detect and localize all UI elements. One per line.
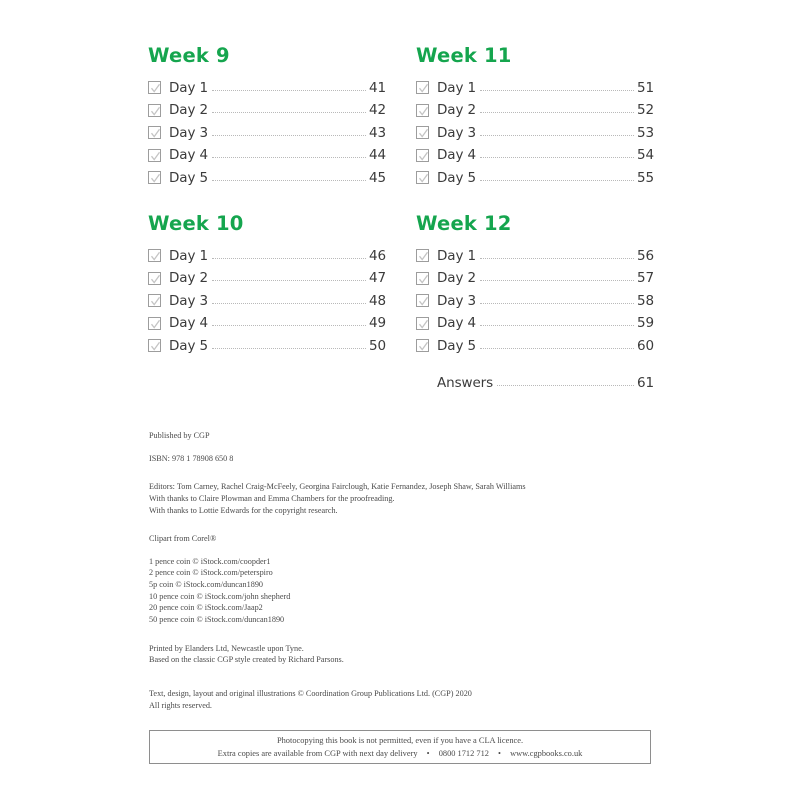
leader-dots bbox=[480, 317, 634, 329]
page-number: 49 bbox=[369, 315, 386, 332]
page-number: 41 bbox=[369, 79, 386, 96]
week-title: Week 10 bbox=[148, 211, 244, 235]
copyright-line: Text, design, layout and original illustrations © Coordination Group Publications Ltd. (CGP) 2020 bbox=[149, 688, 472, 698]
published-by: Published by CGP bbox=[149, 431, 210, 440]
checkmark-icon[interactable] bbox=[416, 171, 429, 184]
leader-dots bbox=[212, 272, 366, 284]
week-block-10 bbox=[148, 212, 386, 394]
day-row[interactable] bbox=[416, 144, 654, 167]
day-row[interactable] bbox=[148, 244, 386, 267]
leader-dots bbox=[480, 172, 634, 184]
leader-dots bbox=[497, 377, 634, 389]
page-number: 50 bbox=[369, 337, 386, 354]
day-row[interactable] bbox=[148, 166, 386, 189]
day-row[interactable] bbox=[148, 334, 386, 357]
leader-dots bbox=[480, 272, 634, 284]
day-row[interactable] bbox=[148, 76, 386, 99]
thanks-proofreading: With thanks to Claire Plowman and Emma Chambers for the proofreading. bbox=[149, 493, 395, 503]
leader-dots bbox=[212, 149, 366, 161]
bullet-separator-icon: • bbox=[498, 749, 501, 758]
imprint-block bbox=[149, 430, 669, 711]
checkmark-icon[interactable] bbox=[148, 149, 161, 162]
checkmark-icon[interactable] bbox=[148, 339, 161, 352]
page-number: 48 bbox=[369, 292, 386, 309]
page-number: 57 bbox=[637, 270, 654, 287]
checkmark-icon[interactable] bbox=[416, 272, 429, 285]
checkmark-icon[interactable] bbox=[416, 339, 429, 352]
day-label: Day 3 bbox=[169, 292, 209, 309]
week-title: Week 12 bbox=[416, 211, 512, 235]
day-label: Day 5 bbox=[437, 337, 477, 354]
checkmark-icon[interactable] bbox=[148, 171, 161, 184]
day-label: Day 2 bbox=[169, 102, 209, 119]
page-number: 60 bbox=[637, 337, 654, 354]
image-credit: 20 pence coin © iStock.com/Jaap2 bbox=[149, 603, 263, 613]
image-credit: 10 pence coin © iStock.com/john shepherd bbox=[149, 591, 291, 601]
leader-dots bbox=[212, 104, 366, 116]
day-label: Day 4 bbox=[169, 147, 209, 164]
day-label: Day 1 bbox=[437, 247, 477, 264]
page-number: 43 bbox=[369, 124, 386, 141]
contents-grid bbox=[148, 44, 654, 417]
page-number: 44 bbox=[369, 147, 386, 164]
checkmark-icon[interactable] bbox=[148, 294, 161, 307]
day-row[interactable] bbox=[148, 267, 386, 290]
footer-contact-line bbox=[218, 747, 583, 760]
day-row[interactable] bbox=[148, 121, 386, 144]
checkmark-icon[interactable] bbox=[148, 104, 161, 117]
week-title: Week 9 bbox=[148, 44, 230, 67]
footer-website[interactable]: www.cgpbooks.co.uk bbox=[510, 749, 583, 758]
image-credit: 5p coin © iStock.com/duncan1890 bbox=[149, 580, 264, 590]
footer-extra-copies-text: Extra copies are available from CGP with next day delivery bbox=[217, 749, 418, 758]
week-block-12 bbox=[416, 212, 654, 394]
day-row[interactable] bbox=[148, 289, 386, 312]
clipart-heading: Clipart from Corel® bbox=[149, 534, 217, 544]
leader-dots bbox=[480, 127, 634, 139]
day-row[interactable] bbox=[416, 334, 654, 357]
day-label: Day 2 bbox=[437, 270, 477, 287]
day-row[interactable] bbox=[416, 244, 654, 267]
rights-line: All rights reserved. bbox=[149, 700, 212, 710]
day-row[interactable] bbox=[148, 99, 386, 122]
checkmark-icon[interactable] bbox=[416, 317, 429, 330]
day-label: Day 1 bbox=[169, 79, 209, 96]
day-row[interactable] bbox=[416, 121, 654, 144]
day-row[interactable] bbox=[416, 312, 654, 335]
page-number: 54 bbox=[637, 147, 654, 164]
checkmark-icon[interactable] bbox=[416, 149, 429, 162]
day-label: Day 5 bbox=[169, 337, 209, 354]
page-number: 55 bbox=[637, 169, 654, 186]
answers-row[interactable] bbox=[416, 372, 654, 395]
leader-dots bbox=[212, 340, 366, 352]
day-label: Day 2 bbox=[169, 270, 209, 287]
day-row[interactable] bbox=[416, 99, 654, 122]
page-number: 61 bbox=[637, 375, 654, 392]
answers-label: Answers bbox=[437, 375, 494, 392]
page-number: 59 bbox=[637, 315, 654, 332]
isbn: ISBN: 978 1 78908 650 8 bbox=[149, 453, 234, 463]
footer-photocopy-notice: Photocopying this book is not permitted, even if you have a CLA licence. bbox=[276, 735, 524, 745]
day-label: Day 5 bbox=[437, 169, 477, 186]
checkmark-icon[interactable] bbox=[416, 249, 429, 262]
page-number: 56 bbox=[637, 247, 654, 264]
day-label: Day 5 bbox=[169, 169, 209, 186]
page-number: 42 bbox=[369, 102, 386, 119]
leader-dots bbox=[212, 127, 366, 139]
leader-dots bbox=[212, 172, 366, 184]
footer-phone: 0800 1712 712 bbox=[438, 749, 489, 758]
leader-dots bbox=[212, 250, 366, 262]
image-credit: 2 pence coin © iStock.com/peterspiro bbox=[149, 568, 273, 578]
leader-dots bbox=[480, 250, 634, 262]
checkmark-icon[interactable] bbox=[416, 104, 429, 117]
checkmark-icon[interactable] bbox=[148, 81, 161, 94]
image-credit: 1 pence coin © iStock.com/coopder1 bbox=[149, 556, 271, 566]
day-row[interactable] bbox=[148, 312, 386, 335]
checkmark-icon[interactable] bbox=[416, 126, 429, 139]
bullet-separator-icon: • bbox=[426, 749, 430, 758]
editors: Editors: Tom Carney, Rachel Craig-McFeely, Georgina Fairclough, Katie Fernandez, Joseph Shaw, Sarah Williams bbox=[149, 482, 526, 492]
image-credit: 50 pence coin © iStock.com/duncan1890 bbox=[149, 615, 285, 625]
leader-dots bbox=[212, 82, 366, 94]
day-label: Day 1 bbox=[169, 247, 209, 264]
day-label: Day 3 bbox=[169, 124, 209, 141]
day-label: Day 4 bbox=[437, 147, 477, 164]
checkmark-icon[interactable] bbox=[148, 317, 161, 330]
leader-dots bbox=[212, 295, 366, 307]
leader-dots bbox=[480, 340, 634, 352]
day-label: Day 4 bbox=[437, 315, 477, 332]
page-number: 52 bbox=[637, 102, 654, 119]
day-row[interactable] bbox=[416, 267, 654, 290]
day-label: Day 3 bbox=[437, 124, 477, 141]
based-on: Based on the classic CGP style created by Richard Parsons. bbox=[149, 655, 344, 665]
day-row[interactable] bbox=[148, 144, 386, 167]
printed-by: Printed by Elanders Ltd, Newcastle upon Tyne. bbox=[149, 643, 304, 653]
day-row[interactable] bbox=[416, 289, 654, 312]
day-label: Day 2 bbox=[437, 102, 477, 119]
checkmark-icon[interactable] bbox=[416, 294, 429, 307]
page-number: 45 bbox=[369, 169, 386, 186]
page-number: 46 bbox=[369, 247, 386, 264]
checkmark-icon[interactable] bbox=[148, 249, 161, 262]
page-number: 58 bbox=[637, 292, 654, 309]
leader-dots bbox=[480, 104, 634, 116]
week-title: Week 11 bbox=[416, 44, 512, 67]
leader-dots bbox=[480, 295, 634, 307]
day-row[interactable] bbox=[416, 76, 654, 99]
checkmark-icon[interactable] bbox=[416, 81, 429, 94]
page-number: 51 bbox=[637, 79, 654, 96]
checkmark-icon[interactable] bbox=[148, 126, 161, 139]
leader-dots bbox=[480, 82, 634, 94]
page-number: 47 bbox=[369, 270, 386, 287]
day-label: Day 3 bbox=[437, 292, 477, 309]
leader-dots bbox=[212, 317, 366, 329]
footer-notice-box bbox=[149, 730, 651, 764]
checkmark-icon[interactable] bbox=[148, 272, 161, 285]
week-block-9 bbox=[148, 44, 386, 189]
day-label: Day 1 bbox=[437, 79, 477, 96]
day-row[interactable] bbox=[416, 166, 654, 189]
day-label: Day 4 bbox=[169, 315, 209, 332]
leader-dots bbox=[480, 149, 634, 161]
page-number: 53 bbox=[637, 124, 654, 141]
thanks-copyright: With thanks to Lottie Edwards for the copyright research. bbox=[149, 505, 338, 515]
week-block-11 bbox=[416, 44, 654, 189]
